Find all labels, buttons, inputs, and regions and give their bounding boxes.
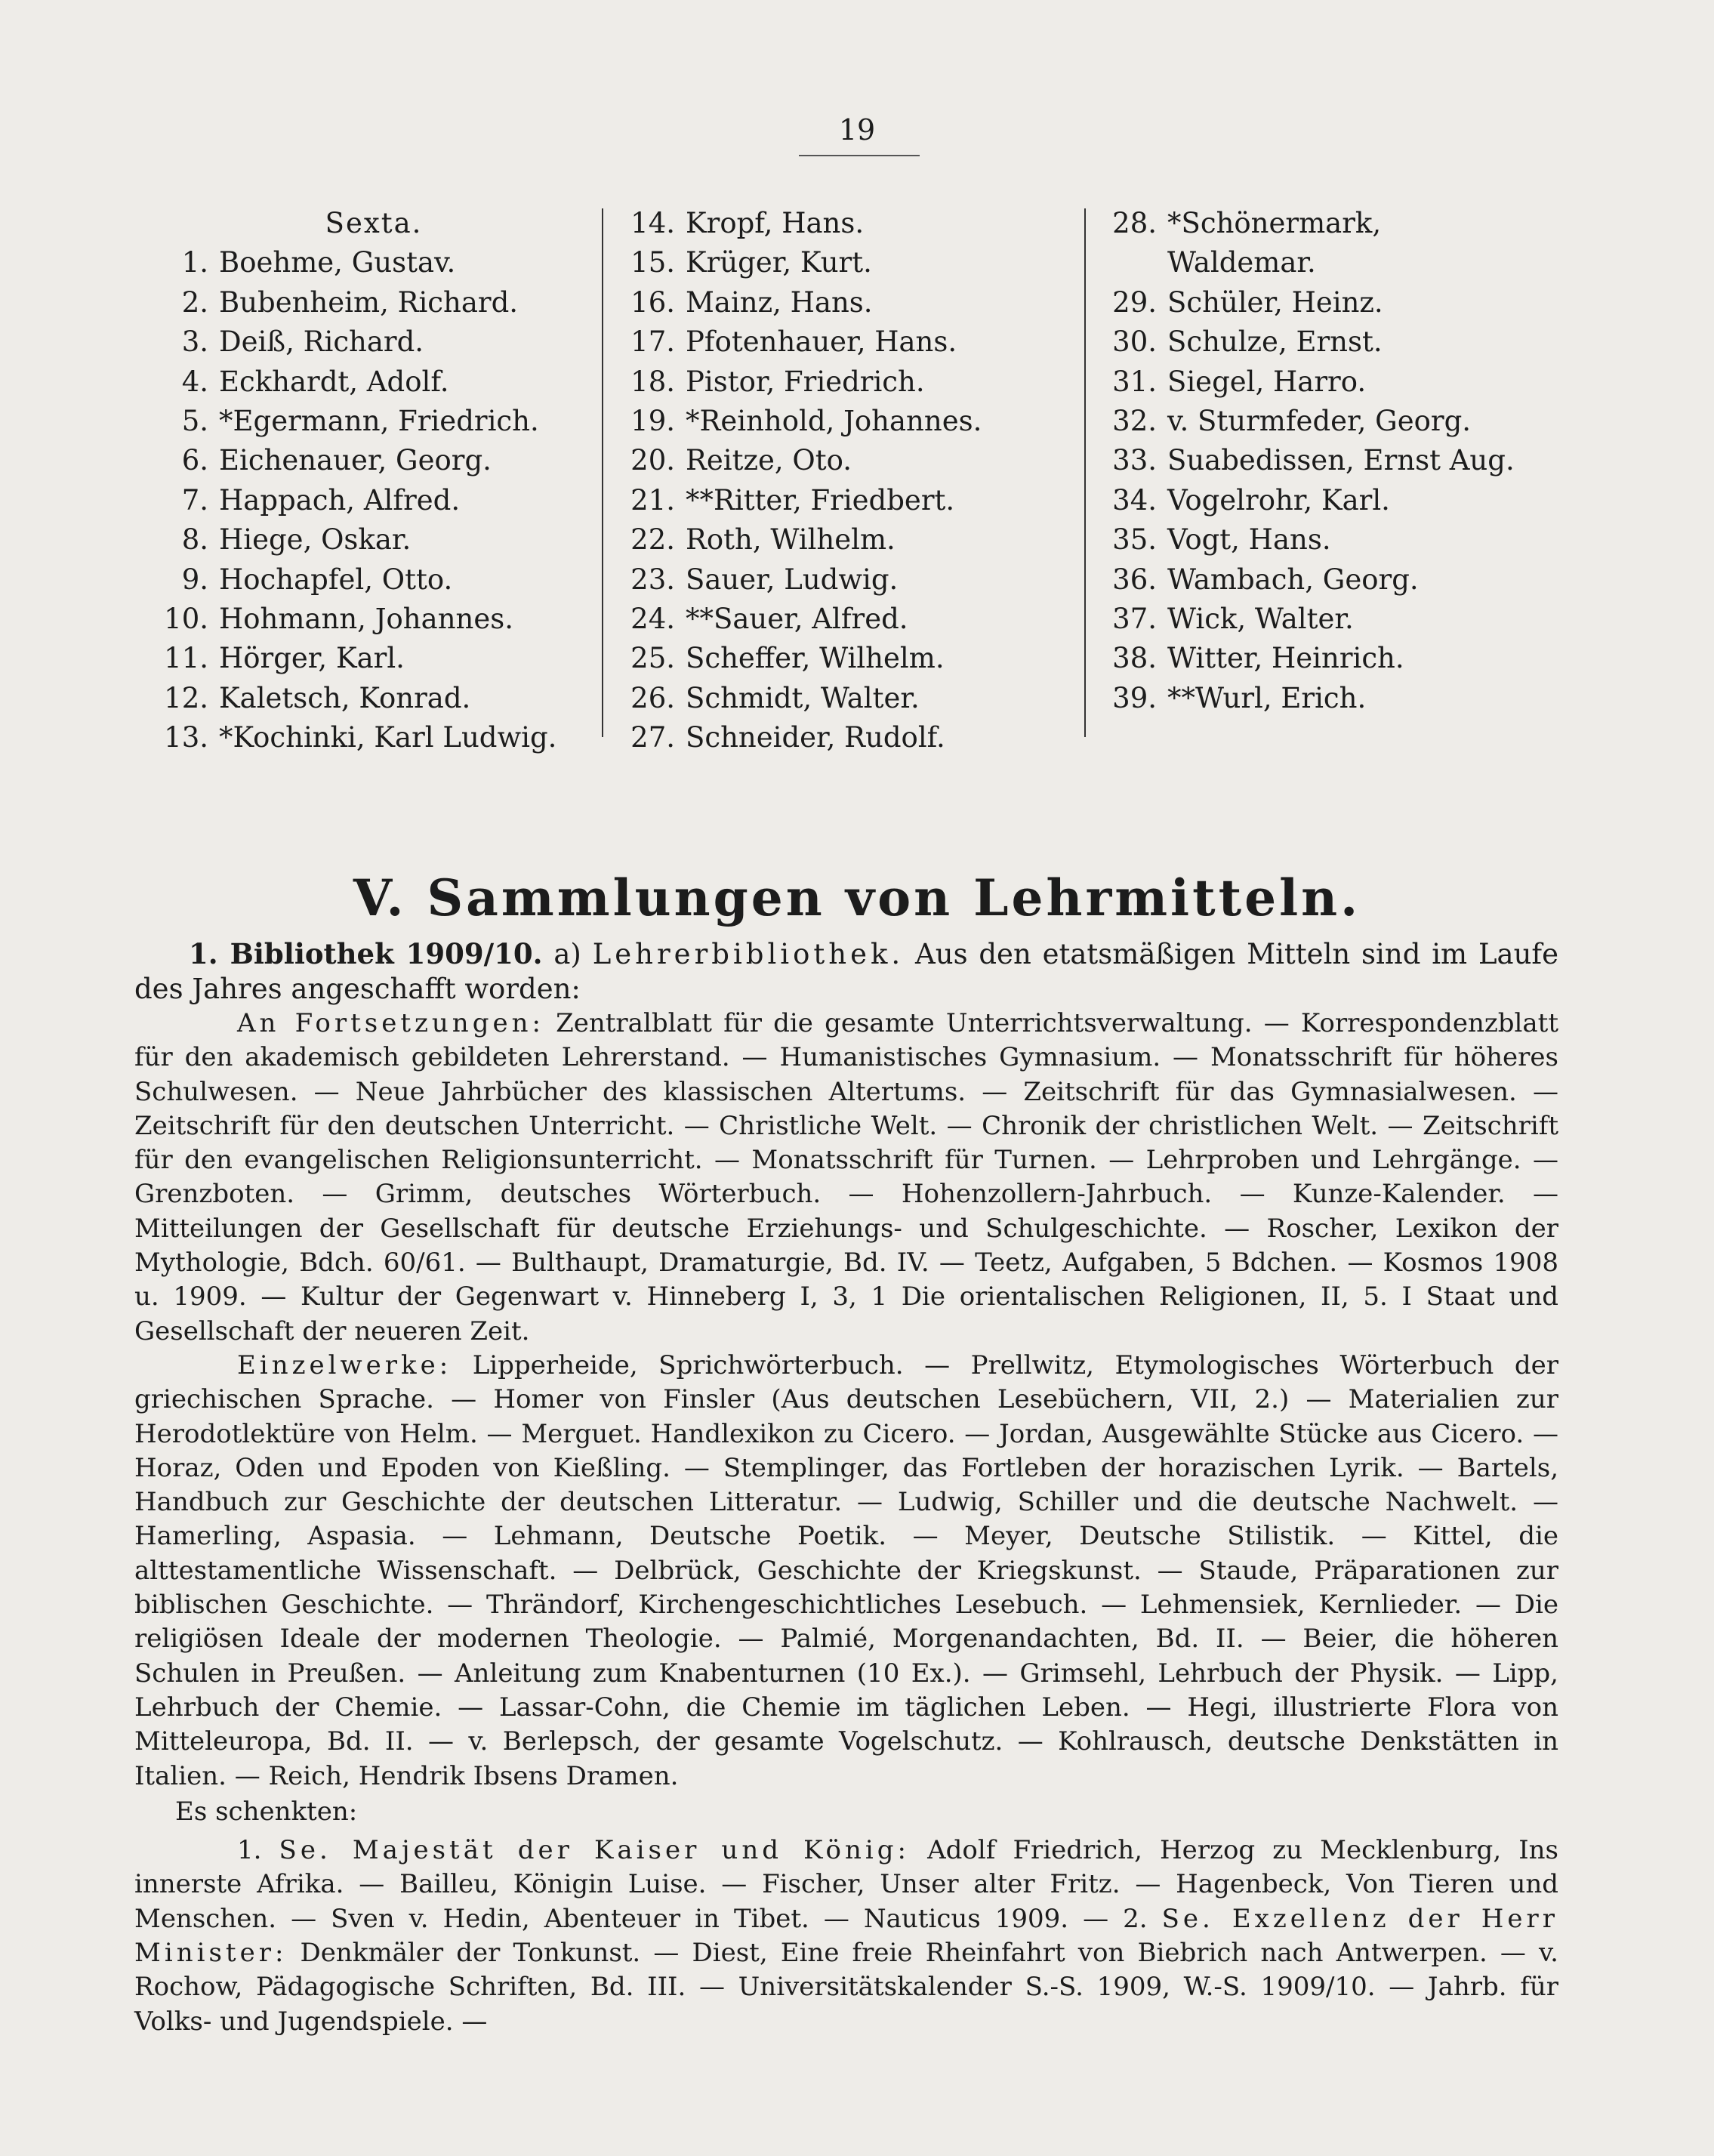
student-number: 20. <box>630 444 675 477</box>
student-number: 29. <box>1112 285 1157 319</box>
student-number: 5. <box>181 404 208 437</box>
student-column-3 <box>1087 204 1563 718</box>
student-number: 35. <box>1112 523 1157 557</box>
continuations-label: An Fortsetzungen: <box>237 1008 544 1038</box>
student-entry <box>151 283 597 322</box>
student-entry <box>1087 243 1563 282</box>
single-works-paragraph <box>134 1349 1558 1794</box>
student-name: Scheffer, Wilhelm. <box>686 642 945 675</box>
student-number: 7. <box>181 483 208 517</box>
student-number: 19. <box>630 404 675 437</box>
student-entry <box>151 243 597 282</box>
student-entry <box>1087 481 1563 520</box>
class-heading: Sexta. <box>325 207 423 239</box>
student-name: *Kochinki, Karl Ludwig. <box>219 721 557 754</box>
student-entry <box>151 402 597 441</box>
student-number: 15. <box>630 246 675 279</box>
student-entry <box>1087 560 1563 600</box>
section-title: V. Sammlungen von Lehrmitteln. <box>353 868 1361 927</box>
student-number: 6. <box>181 444 208 477</box>
student-entry <box>604 600 1080 639</box>
student-entry <box>604 362 1080 402</box>
student-number: 38. <box>1112 642 1157 675</box>
student-entry <box>151 362 597 402</box>
student-entry <box>604 679 1080 718</box>
student-name: Deiß, Richard. <box>219 325 424 359</box>
student-name: Hochapfel, Otto. <box>219 563 453 596</box>
student-number: 31. <box>1112 365 1157 398</box>
library-label: 1. Bibliothek 1909/10. <box>189 937 543 970</box>
gift-2-text: Denkmäler der Tonkunst. — Diest, Eine freie Rheinfahrt von Biebrich nach Antwerpen. — v. Rochow, Pädagogische Schriften, Bd. III. — Universitätskalender S.-S. 1909, W.-S. 1909/10. — Jahrb. für Volks- und Jugendspiele. — <box>134 1938 1558 2037</box>
student-number: 36. <box>1112 563 1157 596</box>
student-name: Boehme, Gustav. <box>219 246 456 279</box>
student-entry <box>151 679 597 718</box>
student-name: **Ritter, Friedbert. <box>686 483 955 517</box>
student-name: Happach, Alfred. <box>219 483 461 517</box>
student-name: Eckhardt, Adolf. <box>219 365 449 398</box>
gift-1-number: 1. <box>237 1835 262 1866</box>
student-number: 2. <box>181 285 208 319</box>
student-name: Kaletsch, Konrad. <box>219 681 471 714</box>
student-number: 13. <box>164 721 208 754</box>
continuations-text: Zentralblatt für die gesamte Unterrichtsverwaltung. — Korrespondenzblatt für den akademisch gebildeten Lehrerstand. — Humanistisches Gymnasium. — Monatsschrift für höheres Schulwesen. — Neue Jahrbücher des klassischen Altertums. — Zeitschrift für das Gymnasialwesen. — Zeitschrift für den deutschen Unterricht. — Christliche Welt. — Chronik der christlichen Welt. — Zeitschrift für den evangelischen Religionsunterricht. — Monatsschrift für Turnen. — Lehrproben und Lehrgänge. — Grenzboten. — Grimm, deutsches Wörterbuch. — Hohenzollern-Jahrbuch. — Kunze-Kalender. — Mitteilungen der Gesellschaft für deutsche Erziehungs- und Schulgeschichte. — Roscher, Lexikon der Mythologie, Bdch. 60/61. — Bulthaupt, Dramaturgie, Bd. IV. — Teetz, Aufgaben, 5 Bdchen. — Kosmos 1908 u. 1909. — Kultur der Gegenwart v. Hinneberg I, 3, 1 Die orientalischen Religionen, II, 5. I Staat und Gesellschaft der neueren Zeit. <box>134 1008 1558 1346</box>
student-number: 12. <box>164 681 208 714</box>
student-number: 32. <box>1112 404 1157 437</box>
student-name: Wambach, Georg. <box>1167 563 1419 596</box>
student-entry <box>1087 520 1563 560</box>
intro-text: Aus den etatsmäßigen Mitteln sind im Laufe des Jahres angeschafft worden: <box>134 938 1558 1005</box>
student-number: 10. <box>164 602 208 635</box>
student-number: 37. <box>1112 602 1157 635</box>
student-entry <box>1087 600 1563 639</box>
student-number: 39. <box>1112 681 1157 714</box>
student-entry <box>1087 283 1563 322</box>
student-number: 24. <box>630 602 675 635</box>
student-number: 8. <box>181 523 208 557</box>
student-number: 27. <box>630 721 675 754</box>
student-number: 33. <box>1112 444 1157 477</box>
student-entry <box>604 283 1080 322</box>
student-name: **Sauer, Alfred. <box>686 602 908 635</box>
student-name: Roth, Wilhelm. <box>686 523 896 557</box>
student-name: Pfotenhauer, Hans. <box>686 325 957 359</box>
student-number: 4. <box>181 365 208 398</box>
student-entry <box>604 322 1080 362</box>
student-entry <box>151 718 597 757</box>
gift-2-number: 2. <box>1123 1903 1148 1934</box>
column-divider <box>1084 208 1086 737</box>
student-number: 23. <box>630 563 675 596</box>
student-entry <box>151 441 597 480</box>
student-number: 16. <box>630 285 675 319</box>
student-name: Siegel, Harro. <box>1167 365 1367 398</box>
student-name: Hohmann, Johannes. <box>219 602 513 635</box>
student-entry <box>604 560 1080 600</box>
student-number: 26. <box>630 681 675 714</box>
sub-a-marker: a) <box>553 938 581 970</box>
student-name: *Reinhold, Johannes. <box>686 404 982 437</box>
student-number: 30. <box>1112 325 1157 359</box>
student-number: 34. <box>1112 483 1157 517</box>
student-name: Witter, Heinrich. <box>1167 642 1404 675</box>
student-entry <box>604 481 1080 520</box>
student-entry <box>1087 679 1563 718</box>
gift-1-text: Adolf Friedrich, Herzog zu Mecklenburg, Ins innerste Afrika. — Bailleu, Königin Luise. — Fischer, Unser alter Fritz. — Hagenbeck, Von Tieren und Menschen. — Sven v. Hedin, Abenteuer in Tibet. — Nauticus 1909. — <box>134 1835 1558 1934</box>
student-name: v. Sturmfeder, Georg. <box>1167 404 1472 437</box>
student-entry <box>1087 204 1563 243</box>
student-entry <box>1087 322 1563 362</box>
library-intro <box>134 936 1558 1007</box>
student-number: 11. <box>164 642 208 675</box>
page-number-rule <box>799 155 920 156</box>
student-entry <box>1087 402 1563 441</box>
student-name: Vogelrohr, Karl. <box>1167 483 1390 517</box>
student-entry <box>604 204 1080 243</box>
student-entry <box>1087 362 1563 402</box>
student-number: 25. <box>630 642 675 675</box>
student-entry <box>604 639 1080 678</box>
student-entry <box>604 718 1080 757</box>
student-name: Mainz, Hans. <box>686 285 873 319</box>
student-number: 1. <box>181 246 208 279</box>
student-name: **Wurl, Erich. <box>1167 681 1367 714</box>
gift-2-donor: Se. Exzellenz der Herr Minister: <box>134 1903 1559 1969</box>
student-name: Pistor, Friedrich. <box>686 365 925 398</box>
student-list <box>0 204 1714 763</box>
student-name: Schulze, Ernst. <box>1167 325 1383 359</box>
student-name: *Schönermark, <box>1167 207 1382 239</box>
continuations-paragraph <box>134 1007 1558 1349</box>
student-name: Hörger, Karl. <box>219 642 405 675</box>
student-entry <box>151 600 597 639</box>
gift-1-donor: Se. Majestät der Kaiser und König: <box>279 1835 911 1866</box>
student-name: Vogt, Hans. <box>1167 523 1331 557</box>
student-entry <box>604 441 1080 480</box>
student-entry <box>151 560 597 600</box>
single-works-label: Einzelwerke: <box>237 1349 452 1380</box>
student-number: 22. <box>630 523 675 557</box>
student-name: *Egermann, Friedrich. <box>219 404 539 437</box>
student-name: Bubenheim, Richard. <box>219 285 519 319</box>
student-entry <box>151 481 597 520</box>
student-name: Eichenauer, Georg. <box>219 444 492 477</box>
student-entry <box>151 639 597 678</box>
student-name: Suabedissen, Ernst Aug. <box>1167 444 1515 477</box>
student-name: Waldemar. <box>1167 246 1316 279</box>
student-number: 14. <box>630 207 675 239</box>
student-entry <box>1087 441 1563 480</box>
student-name: Schmidt, Walter. <box>686 681 920 714</box>
donations-paragraph <box>134 1834 1558 2039</box>
student-name: Kropf, Hans. <box>686 207 865 239</box>
student-number: 17. <box>630 325 675 359</box>
student-entry <box>151 520 597 560</box>
student-entry <box>1087 639 1563 678</box>
student-name: Hiege, Oskar. <box>219 523 412 557</box>
library-section <box>134 936 1558 2039</box>
single-works-text: Lipperheide, Sprichwörterbuch. — Prellwitz, Etymologisches Wörterbuch der griechischen Sprache. — Homer von Finsler (Aus deutschen Lesebüchern, VII, 2.) — Materialien zur Herodotlektüre von Helm. — Merguet. Handlexikon zu Cicero. — Jordan, Ausgewählte Stücke aus Cicero. — Horaz, Oden und Epoden von Kießling. — Stemplinger, das Fortleben der horazischen Lyrik. — Bartels, Handbuch zur Geschichte der deutschen Litteratur. — Ludwig, Schiller und die deutsche Nachwelt. — Hamerling, Aspasia. — Lehmann, Deutsche Poetik. — Meyer, Deutsche Stilistik. — Kittel, die alttestamentliche Wissenschaft. — Delbrück, Geschichte der Kriegskunst. — Staude, Präparationen zur biblischen Geschichte. — Thrändorf, Kirchengeschichtliches Lesebuch. — Lehmensiek, Kernlieder. — Die religiösen Ideale der modernen Theologie. — Palmié, Morgenandachten, Bd. II. — Beier, die höheren Schulen in Preußen. — Anleitung zum Knabenturnen (10 Ex.). — Grimsehl, Lehrbuch der Physik. — Lipp, Lehrbuch der Chemie. — Lassar-Cohn, die Chemie im täglichen Leben. — Hegi, illustrierte Flora von Mitteleuropa, Bd. II. — v. Berlepsch, der gesamte Vogelschutz. — Kohlrausch, deutsche Denkstätten in Italien. — Reich, Hendrik Ibsens Dramen. <box>134 1349 1558 1791</box>
student-entry <box>604 520 1080 560</box>
student-name: Sauer, Ludwig. <box>686 563 899 596</box>
student-entry <box>151 322 597 362</box>
column-divider <box>602 208 603 737</box>
student-number: 28. <box>1112 207 1157 239</box>
student-number: 9. <box>181 563 208 596</box>
student-number: 3. <box>181 325 208 359</box>
student-name: Schüler, Heinz. <box>1167 285 1383 319</box>
student-name: Krüger, Kurt. <box>686 246 872 279</box>
student-name: Reitze, Oto. <box>686 444 852 477</box>
student-column-2 <box>604 204 1080 757</box>
student-number: 21. <box>630 483 675 517</box>
donations-label: Es schenkten: <box>175 1796 358 1827</box>
student-name: Schneider, Rudolf. <box>686 721 945 754</box>
student-column-1 <box>151 204 597 757</box>
page-number: 19 <box>838 113 876 147</box>
student-name: Wick, Walter. <box>1167 602 1354 635</box>
student-entry <box>604 243 1080 282</box>
teacher-library-title: Lehrerbibliothek. <box>592 938 905 970</box>
student-entry <box>604 402 1080 441</box>
student-number: 18. <box>630 365 675 398</box>
